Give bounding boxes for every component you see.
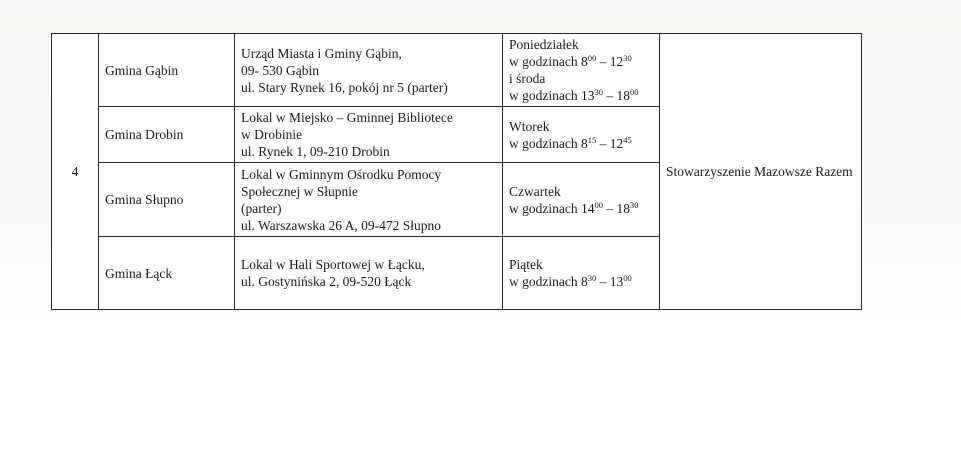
address-line: (parter): [241, 200, 282, 216]
hours-end: 12: [609, 54, 624, 69]
hours-end-min: 00: [629, 87, 639, 97]
address-cell: [235, 237, 503, 310]
hours-start: 14: [580, 200, 595, 216]
address-line: ul. Rynek 1, 09-210 Drobin: [241, 144, 390, 159]
schedule-hours: w godzinach $14^{00} - 18^{30}$: [509, 199, 639, 216]
hours-prefix: w godzinach: [509, 54, 581, 69]
table-row: [52, 34, 862, 107]
address-line: w Drobinie: [241, 127, 303, 142]
address-cell: [235, 107, 503, 163]
address-line: Społecznej w Słupnie: [241, 183, 358, 199]
address-line: ul. Stary Rynek 16, pokój nr 5 (parter): [241, 79, 448, 95]
hours-start: 8: [580, 135, 588, 151]
schedule-cell: [503, 34, 660, 107]
hours-start-min: 30: [587, 273, 597, 283]
schedule-hours: w godzinach $8^{00} - 12^{30}$: [509, 53, 632, 69]
hours-start: 13: [580, 88, 595, 103]
row-number: 4: [71, 164, 79, 179]
row-number-cell: [52, 34, 99, 310]
address-line: Lokal w Hali Sportowej w Łącku,: [241, 257, 425, 272]
gmina-name: Gmina Łąck: [105, 265, 173, 281]
hours-end: 18: [616, 200, 630, 216]
hours-end-min: 30: [623, 53, 632, 63]
schedule-cell: [503, 237, 660, 310]
address-line: 09- 530 Gąbin: [241, 62, 319, 78]
organizer-name: Stowarzyszenie Mazowsze Razem: [666, 164, 853, 179]
schedule-day: i środa: [509, 71, 546, 86]
schedule-day: Piątek: [509, 257, 543, 272]
address-cell: [235, 163, 503, 237]
hours-prefix: w godzinach: [509, 200, 581, 216]
address-line: Lokal w Miejsko – Gminnej Bibliotece: [241, 110, 453, 125]
gmina-name: Gmina Drobin: [105, 127, 184, 142]
schedule-day: Wtorek: [509, 118, 550, 134]
hours-end-min: 45: [623, 134, 632, 145]
hours-end-min: 30: [629, 199, 639, 210]
gmina-cell: [99, 163, 235, 237]
schedule-cell: [503, 163, 660, 237]
hours-prefix: w godzinach: [509, 88, 581, 103]
address-line: ul. Gostynińska 2, 09-520 Łąck: [241, 274, 412, 289]
hours-end: 18: [616, 88, 630, 103]
address-line: Lokal w Gminnym Ośrodku Pomocy: [241, 166, 442, 182]
hours-start-min: 15: [587, 134, 597, 145]
schedule-day: Czwartek: [509, 183, 561, 199]
address-line: Urząd Miasta i Gminy Gąbin,: [241, 45, 402, 61]
hours-prefix: w godzinach: [509, 135, 581, 151]
gmina-cell: [99, 237, 235, 310]
hours-start: 8: [580, 274, 588, 289]
address-cell: [235, 34, 503, 107]
hours-start-min: 00: [594, 199, 603, 210]
gmina-cell: [99, 34, 235, 107]
hours-start: 8: [580, 54, 588, 69]
schedule-hours: w godzinach $13^{30} - 18^{00}$: [509, 87, 639, 103]
hours-prefix: w godzinach: [509, 274, 581, 289]
gmina-name: Gmina Słupno: [105, 192, 184, 207]
schedule-hours: w godzinach $8^{15} - 12^{45}$: [509, 134, 632, 151]
hours-start-min: 00: [587, 53, 597, 63]
hours-end: 12: [609, 135, 624, 151]
schedule-hours: w godzinach $8^{30} - 13^{00}$: [509, 273, 632, 289]
gmina-cell: [99, 107, 235, 163]
organizer-cell: [660, 34, 862, 310]
schedule-day: Poniedziałek: [509, 37, 579, 52]
address-line: ul. Warszawska 26 A, 09-472 Słupno: [241, 217, 442, 233]
schedule-cell: [503, 107, 660, 163]
hours-end-min: 00: [623, 273, 632, 283]
schedule-table: [51, 33, 862, 310]
hours-start-min: 30: [594, 87, 603, 97]
hours-end: 13: [609, 274, 624, 289]
gmina-name: Gmina Gąbin: [105, 62, 179, 78]
